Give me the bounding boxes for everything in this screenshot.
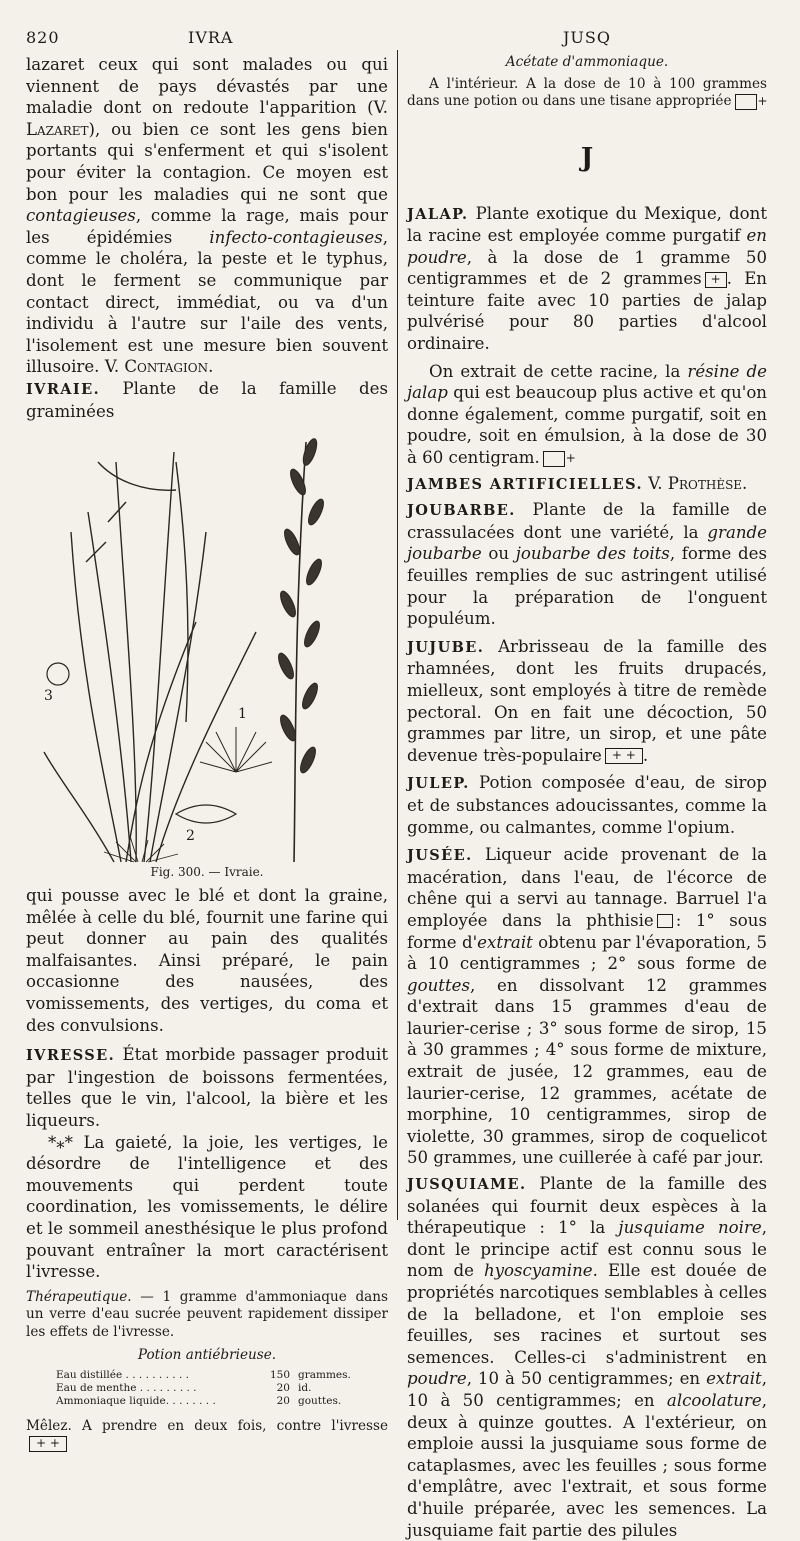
section-letter: J [580, 142, 594, 173]
entry-jusquiame: JUSQUIAME. Plante de la famille des solanées qui fournit deux espèces à la thérapeutique : 1° la jusquiame noire, dont le principe actif est connu sous le nom de hyoscyamine. Elle est douée de propriétés narcotiques semblables à celles de la belladone, et l'on emploie ses feuilles, ses racines et surtout ses semences. Celles-ci s'administrent en poudre, 10 à 50 centigrammes; en extrait, 10 à 50 centigrammes; en alcoolature, deux à quinze gouttes. A l'extérieur, on emploie aussi la jusquiame sous forme de cataplasmes, avec les feuilles ; sous forme d'emplâtre, avec l'extrait, et sous forme d'huile préparée, avec les semences. La jusquiame fait partie des pilules [407, 1174, 767, 1540]
headword-jambes: JAMBES ARTIFICIELLES. [407, 475, 643, 493]
potion-title: Potion antiébrieuse. [137, 1347, 277, 1364]
headword-ivraie: IVRAIE. [26, 380, 101, 398]
entry-jambes: JAMBES ARTIFICIELLES. V. Prothèse. [407, 473, 748, 493]
headword-jujube: JUJUBE. [407, 638, 485, 656]
plus-box-icon: + [705, 272, 727, 288]
lazaret-paragraph: lazaret ceux qui sont malades ou qui viennent de pays dévastés par une maladie dont on redoute l'apparition (V. Lazaret), ou bien ce sont les gens bien portants qui s'enferment et qui s'isolent pour éviter la contagion. Ce moyen est bon pour les maladies qui ne sont que contagieuses, comme la rage, mais pour les épidémies infecto-contagieuses, comme le choléra, la peste et le typhus, dont le ferment se communique par contact direct, immédiat, ou va d'un individu à l'autre sur l'aile des vents, l'isolement est une mesure bien souvent illusoire. V. Contagion. [26, 55, 388, 377]
entry-joubarbe: JOUBARBE. Plante de la famille de crassulacées dont une variété, la grande joubarbe ou joubarbe des toits, forme des feuilles remplies de suc astringent utilisé pour la préparation de l'onguent populéum. [407, 500, 767, 629]
headword-jusquiame: JUSQUIAME. [407, 1176, 527, 1194]
entry-ivresse: IVRESSE. État morbide passager produit par l'ingestion de boissons fermentées, telles que le vin, l'alcool, la bière et les liqueurs. [26, 1045, 388, 1131]
right-column [407, 54, 767, 1541]
left-column [26, 54, 388, 1453]
entry-jusee: JUSÉE. Liqueur acide provenant de la macération, dans l'eau, de l'écorce de chêne qui a servi au tannage. Barruel l'a employée dans la phthisie : 1° sous forme d'extrait obtenu par l'évaporation, 5 à 10 centigrammes ; 2° sous forme de gouttes, en dissolvant 12 grammes d'extrait dans 15 grammes d'eau de laurier-cerise ; 3° sous forme de sirop, 15 à 30 grammes ; 4° sous forme de mixture, extrait de jusée, 12 grammes, eau de laurier-cerise, 12 grammes, acétate de morphine, 10 centigrammes, sirop de violette, 30 grammes, sirop de coquelicot 50 grammes, une cuillerée à café par jour. [407, 845, 768, 1168]
plusplus-box-icon: + + [605, 748, 643, 764]
entry-jalap: JALAP. Plante exotique du Mexique, dont la racine est employée comme purgatif en poudre, à la dose de 1 gramme 50 centigrammes et de 2 grammes + . En teinture faite avec 10 parties de jalap pulvérisé pour 80 parties d'alcool ordinaire. [407, 203, 767, 354]
jalap-extrait: On extrait de cette racine, la résine de jalap qui est beaucoup plus active et qu'on donne également, comme purgatif, soit en poudre, soit en émulsion, à la dose de 30 à 60 centigram. + [407, 361, 767, 468]
running-head-right: JUSQ [563, 28, 611, 47]
ivraie-illustration [26, 422, 388, 867]
ivresse-symptoms: *⁎* La gaieté, la joie, les vertiges, le désordre de l'intelligence et des mouvements qui perdent toute coordination, les vomissements, le délire et le sommeil anesthésique le plus profond pouvant entraîner la mort caractérisent l'ivresse. [26, 1132, 389, 1282]
headword-joubarbe: JOUBARBE. [407, 502, 516, 520]
empty-box-icon [657, 914, 673, 928]
entry-julep: JULEP. Potion composée d'eau, de sirop et de substances adoucissantes, comme la gomme, ou calmantes, comme l'opium. [407, 773, 767, 837]
ivraie-continued: qui pousse avec le blé et dont la graine, mêlée à celle du blé, fournit une farine qui peut donner au pain des qualités malfaisantes. Ainsi préparé, le pain occasionne des nausées, des vomissements, des vertiges, du coma et des convulsions. [26, 886, 388, 1035]
plusplus-box-icon: + + [29, 1436, 67, 1452]
page-number: 820 [26, 28, 60, 47]
running-head-left: IVRA [188, 28, 234, 47]
entry-jujube: JUJUBE. Arbrisseau de la famille des rhamnées, dont les fruits drupacés, mielleux, sont employés à titre de remède pectoral. On en fait une décoction, 50 grammes par litre, un sirop, et une pâte devenue très-populaire + + . [407, 636, 767, 765]
entry-ivraie: IVRAIE. Plante de la famille des graminées [26, 378, 388, 421]
therapeutique-paragraph: Thérapeutique. — 1 gramme d'ammoniaque dans un verre d'eau sucrée peuvent rapidement dissiper les effets de l'ivresse. [26, 1288, 388, 1340]
recipe-row: Eau de menthe . . . . . . . . . 20 id. [56, 1381, 312, 1394]
headword-ivresse: IVRESSE. [26, 1047, 116, 1065]
column-divider [397, 50, 398, 1220]
recipe-row: Eau distillée . . . . . . . . . . 150 grammes. [56, 1368, 351, 1381]
headword-jusee: JUSÉE. [407, 847, 473, 865]
recipe-table [26, 1369, 388, 1408]
headword-jalap: JALAP. [407, 205, 469, 223]
recipe-row: Ammoniaque liquide. . . . . . . . 20 gouttes. [56, 1394, 342, 1407]
figure-label-2: 2 [186, 828, 195, 845]
plus-box-icon: + [735, 94, 757, 110]
figure-caption: Fig. 300. — Ivraie. [150, 865, 264, 880]
figure-label-1: 1 [238, 706, 247, 723]
figure-label-3: 3 [44, 688, 53, 705]
melez-instruction: Mêlez. A prendre en deux fois, contre l'ivresse+ + [26, 1417, 388, 1450]
ivraie-figure [26, 422, 388, 867]
acetate-title: Acétate d'ammoniaque. [505, 54, 669, 70]
headword-julep: JULEP. [407, 775, 470, 793]
acetate-text: A l'intérieur. A la dose de 10 à 100 grammes dans une potion ou dans une tisane appropriée + [407, 75, 768, 109]
plus-box-icon: + [543, 451, 565, 467]
